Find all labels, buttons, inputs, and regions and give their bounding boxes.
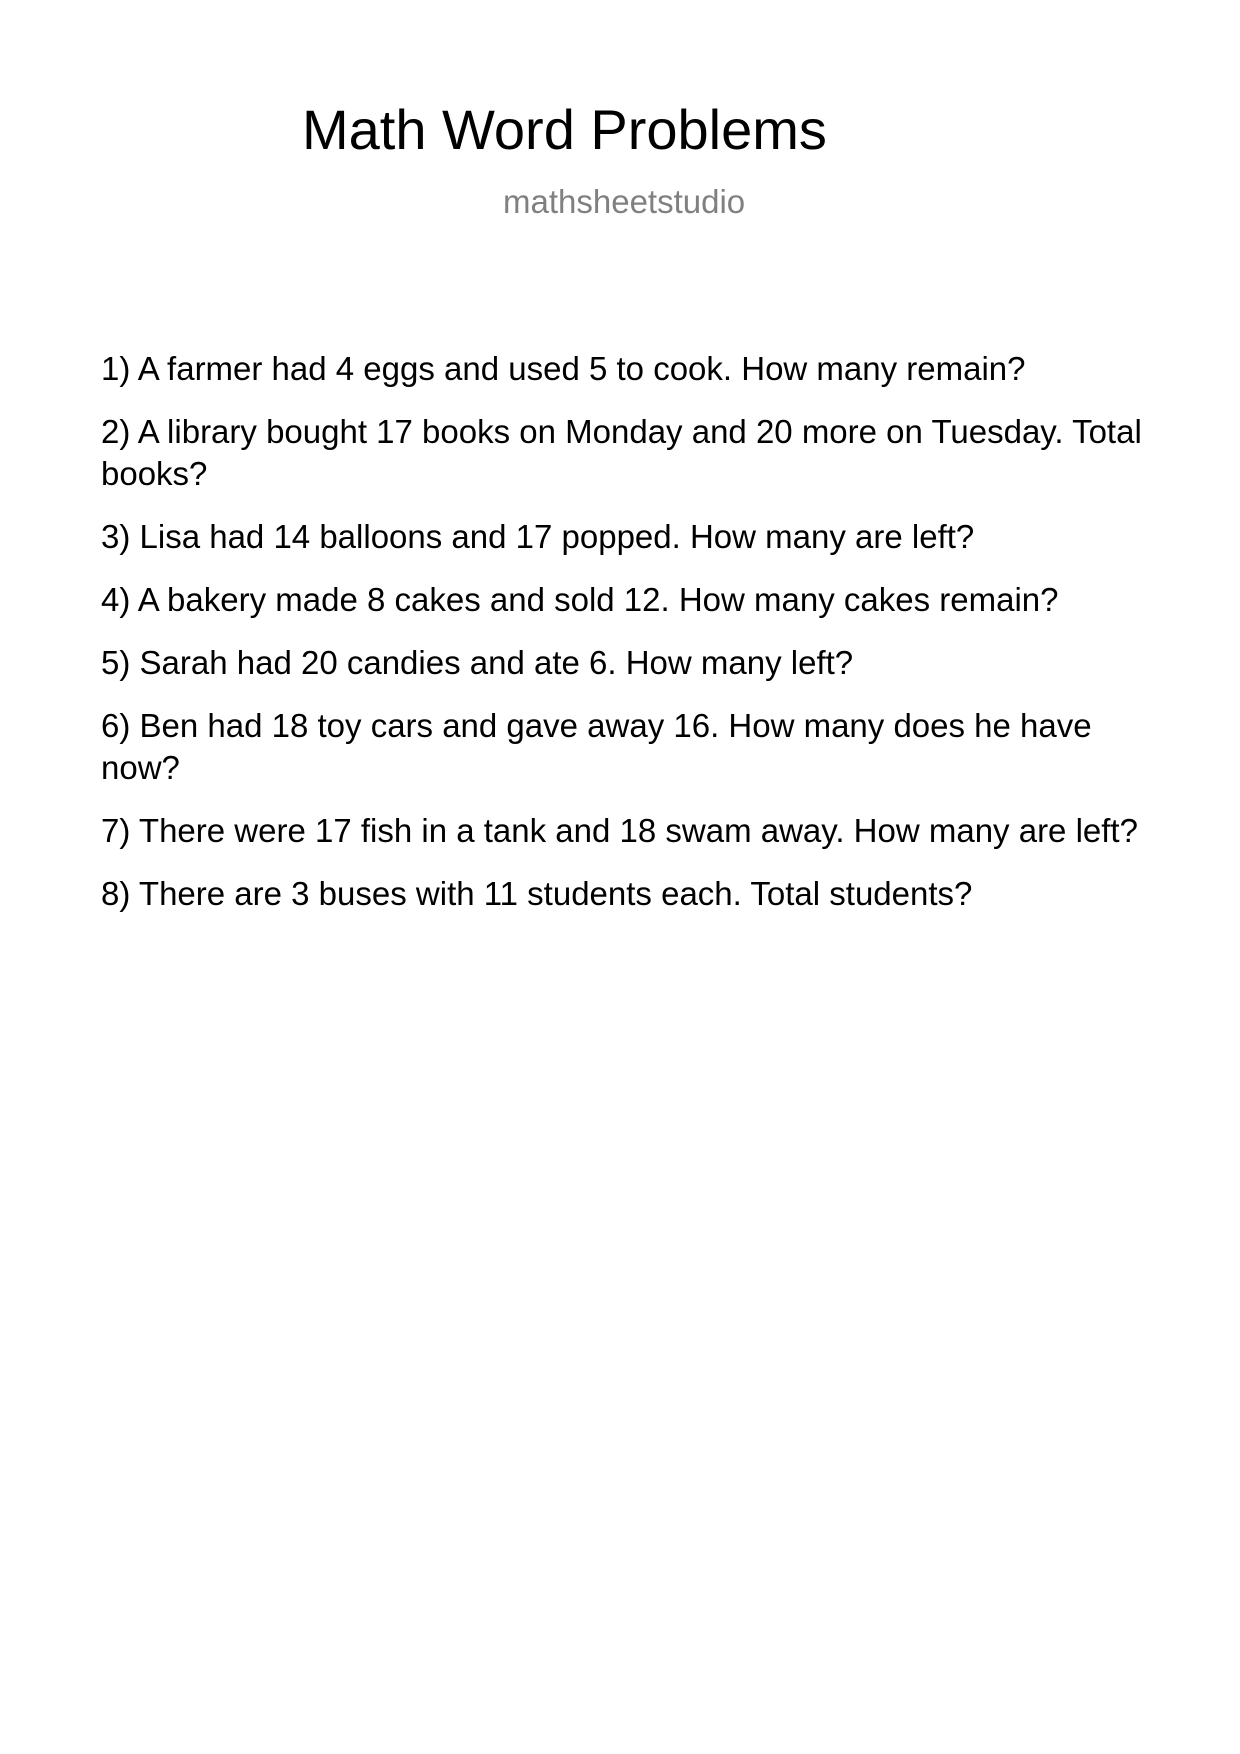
problem-item: 4) A bakery made 8 cakes and sold 12. How many cakes remain? (101, 581, 1059, 618)
problem-item: 5) Sarah had 20 candies and ate 6. How many left? (101, 644, 854, 681)
problem-list (101, 348, 1146, 936)
page-title: Math Word Problems (302, 98, 827, 161)
problem-item: 6) Ben had 18 toy cars and gave away 16. How many does he have now? (101, 707, 1092, 786)
problem-item: 7) There were 17 fish in a tank and 18 swam away. How many are left? (101, 812, 1138, 849)
problem-item: 3) Lisa had 14 balloons and 17 popped. How many are left? (101, 518, 975, 555)
problem-item: 1) A farmer had 4 eggs and used 5 to cook. How many remain? (101, 350, 1026, 387)
problem-item: 8) There are 3 buses with 11 students each. Total students? (101, 875, 973, 912)
problem-item: 2) A library bought 17 books on Monday and 20 more on Tuesday. Total books? (101, 413, 1142, 492)
page-subtitle: mathsheetstudio (503, 183, 746, 220)
